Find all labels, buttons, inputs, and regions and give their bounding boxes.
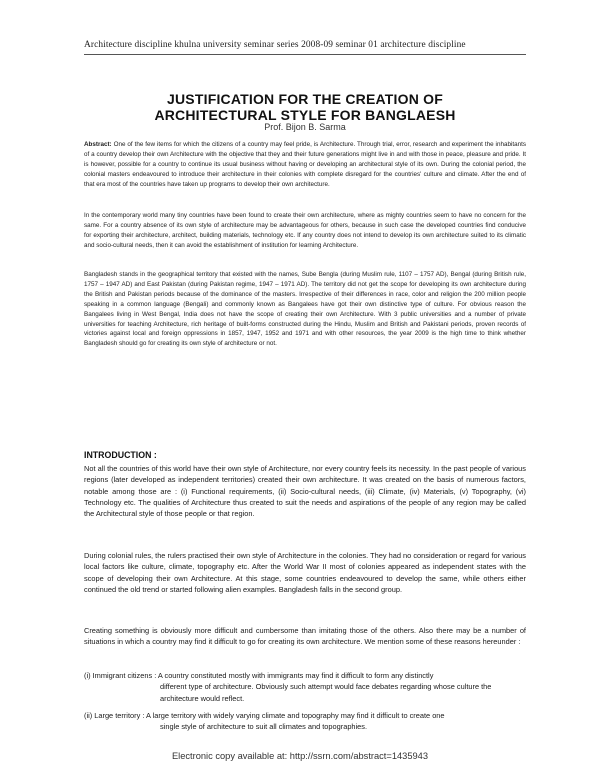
abstract-paragraph-1 <box>84 140 526 190</box>
list-item-text: A large territory with widely varying climate and topography may find it difficult to create one <box>144 711 445 720</box>
abstract-text-1: One of the few items for which the citizens of a country may feel pride, is Architecture. Through trial, error, research and experiment the inhabitants of a country develop their own Architecture with the objective that they and their future generations might live in and with those in peace, pleasure and pride. It is however, possible for a country to continue its usual business without having or developing an architectural style of its own. During the colonial period, the colonial masters endeavoured to introduce their architecture in their colonies with complete disregard for the countries' culture and climate. After the end of that era most of the countries have taken up programs to develop their own architecture. <box>84 141 526 188</box>
title-line-1: JUSTIFICATION FOR THE CREATION OF <box>167 91 443 107</box>
list-item-label: (i) Immigrant citizens : <box>84 671 157 680</box>
running-header: Architecture discipline khulna university seminar series 2008-09 seminar 01 architecture discipline <box>84 40 466 50</box>
list-item-large-territory <box>84 710 526 733</box>
intro-paragraph-2: During colonial rules, the rulers practised their own style of Architecture in the colonies. They had no consideration or regard for various local factors like culture, climate, topography etc. After the World War II most of colonies appeared as independent states with the scope of developing their own Architecture. At this stage, some countries endeavoured to develop the same, while others either continued the old trend or started following alien examples. Bangladesh falls in the second group. <box>84 551 526 594</box>
title-line-2: ARCHITECTURAL STYLE FOR BANGLAESH <box>154 107 456 123</box>
header-divider <box>84 54 526 55</box>
list-item-continuation: single style of architecture to suit all climates and topographies. <box>160 722 368 732</box>
list-item-immigrant-citizens <box>84 670 526 704</box>
list-item-label: (ii) Large territory : <box>84 711 145 720</box>
author-name: Prof. Bijon B. Sarma <box>264 122 346 132</box>
ssrn-footer: Electronic copy available at: http://ssrn.com/abstract=1435943 <box>171 751 429 761</box>
abstract-paragraph-3: Bangladesh stands in the geographical territory that existed with the names, Sube Bengla (during Muslim rule, 1107 – 1757 AD), Bengal (during British rule, 1757 – 1947 AD) and East Pakistan (during Pakistan regime, 1947 – 1971 AD). The territory did not get the scope for developing its own architecture during the British and Pakistan periods because of the dominance of the masters. Irrespective of their differences in race, color and religion the 200 million people speaking in a common language (Bengali) and commonly known as Bangalees have got their own distinctive type of culture. For obvious reason the Bangalees living in West Bengal, India does not have the scope of creating their own Architecture. With 3 public universities and a number of private universities for teaching Architecture, rich heritage of built-forms constructed during the Hindu, Muslim and British and Pakistani periods, proven records of victories against local and foreign oppressions in 1857, 1947, 1952 and 1971 and with other resources, the year 2009 is the high time to think whether Bangladesh should go for creating its own style of architecture or not. <box>84 271 526 348</box>
intro-paragraph-1: Not all the countries of this world have their own style of Architecture, nor every country feels its necessity. In the past people of various regions (later developed as independent territories) created their own architecture. It was created on the basis of numerous factors, notable among those are : (i) Functional requirements, (ii) Socio-cultural needs, (iii) Climate, (iv) Materials, (v) Topography, (vi) Technology etc. The qualities of Architecture thus created to suit the needs and aspirations of the people of any region may be called the Architectural style of those people or that region. <box>84 464 526 519</box>
abstract-label: Abstract: <box>84 141 112 148</box>
list-item-text: A country constituted mostly with immigrants may find it difficult to form any distinctly <box>156 671 434 680</box>
intro-paragraph-3: Creating something is obviously more difficult and cumbersome than imitating those of the others. Also there may be a number of situations in which a country may find it difficult to go for creating its own architecture. We mention some of these reasons hereunder : <box>84 626 526 647</box>
abstract-paragraph-2: In the contemporary world many tiny countries have been found to create their own architecture, where as mighty countries seem to have no concern for the same. For a country absence of its own style of architecture may be advantageous for others, because in such case the developed countries find conducive for exporting their architecture, architect, building materials, technology etc. If any country does not intend to develop its own architecture suited to its climatic and socio-cultural needs, then it can avoid the establishment of institution for learning Architecture. <box>84 212 526 249</box>
paper-title <box>84 91 526 123</box>
list-item-continuation: different type of architecture. Obviously such attempt would face debates regarding whose culture the architecture would reflect. <box>160 682 492 703</box>
introduction-heading: INTRODUCTION : <box>84 450 157 460</box>
